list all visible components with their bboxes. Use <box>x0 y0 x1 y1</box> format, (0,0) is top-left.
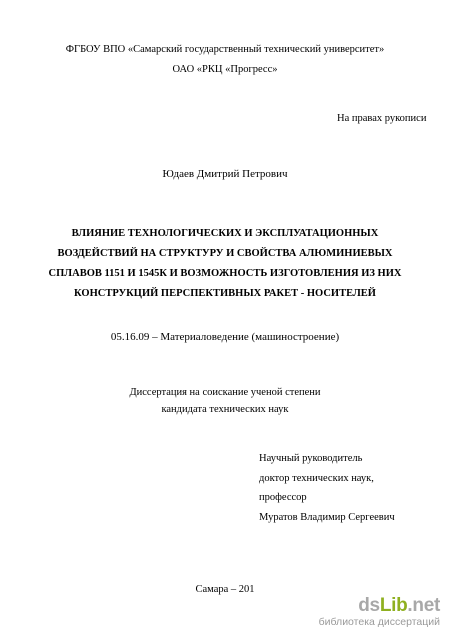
title-line: ВОЗДЕЙСТВИЙ НА СТРУКТУРУ И СВОЙСТВА АЛЮМИНИЕВЫХ <box>57 248 393 259</box>
dissertation-type-line: Диссертация на соискание ученой степени <box>129 387 321 398</box>
watermark-caption: библиотека диссертаций <box>318 616 440 628</box>
degree-line: кандидата технических наук <box>161 404 289 415</box>
title-line: КОНСТРУКЦИЙ ПЕРСПЕКТИВНЫХ РАКЕТ - НОСИТЕЛЕЙ <box>74 288 376 299</box>
university-name: ФГБОУ ВПО «Самарский государственный технический университет» <box>65 44 385 55</box>
dissertation-title <box>0 224 450 304</box>
dslib-watermark[interactable] <box>319 596 440 628</box>
supervisor-degree: доктор технических наук, <box>259 472 374 484</box>
company-name: ОАО «РКЦ «Прогресс» <box>172 64 278 75</box>
author-name: Юдаев Дмитрий Петрович <box>162 168 288 180</box>
supervisor-block <box>259 449 395 527</box>
supervisor-title: профессор <box>259 492 307 503</box>
dslib-logo: dsLib.net <box>358 595 440 616</box>
city-year: Самара – 201 <box>195 584 255 595</box>
supervisor-role: Научный руководитель <box>259 453 363 464</box>
title-line: СПЛАВОВ 1151 И 1545К И ВОЗМОЖНОСТЬ ИЗГОТОВЛЕНИЯ ИЗ НИХ <box>48 268 402 279</box>
title-line: ВЛИЯНИЕ ТЕХНОЛОГИЧЕСКИХ И ЭКСПЛУАТАЦИОННЫХ <box>71 228 379 239</box>
specialty-code: 05.16.09 – Материаловедение (машиностроение) <box>110 331 340 343</box>
manuscript-rights-note: На правах рукописи <box>337 113 427 124</box>
supervisor-name: Муратов Владимир Сергеевич <box>259 511 395 523</box>
